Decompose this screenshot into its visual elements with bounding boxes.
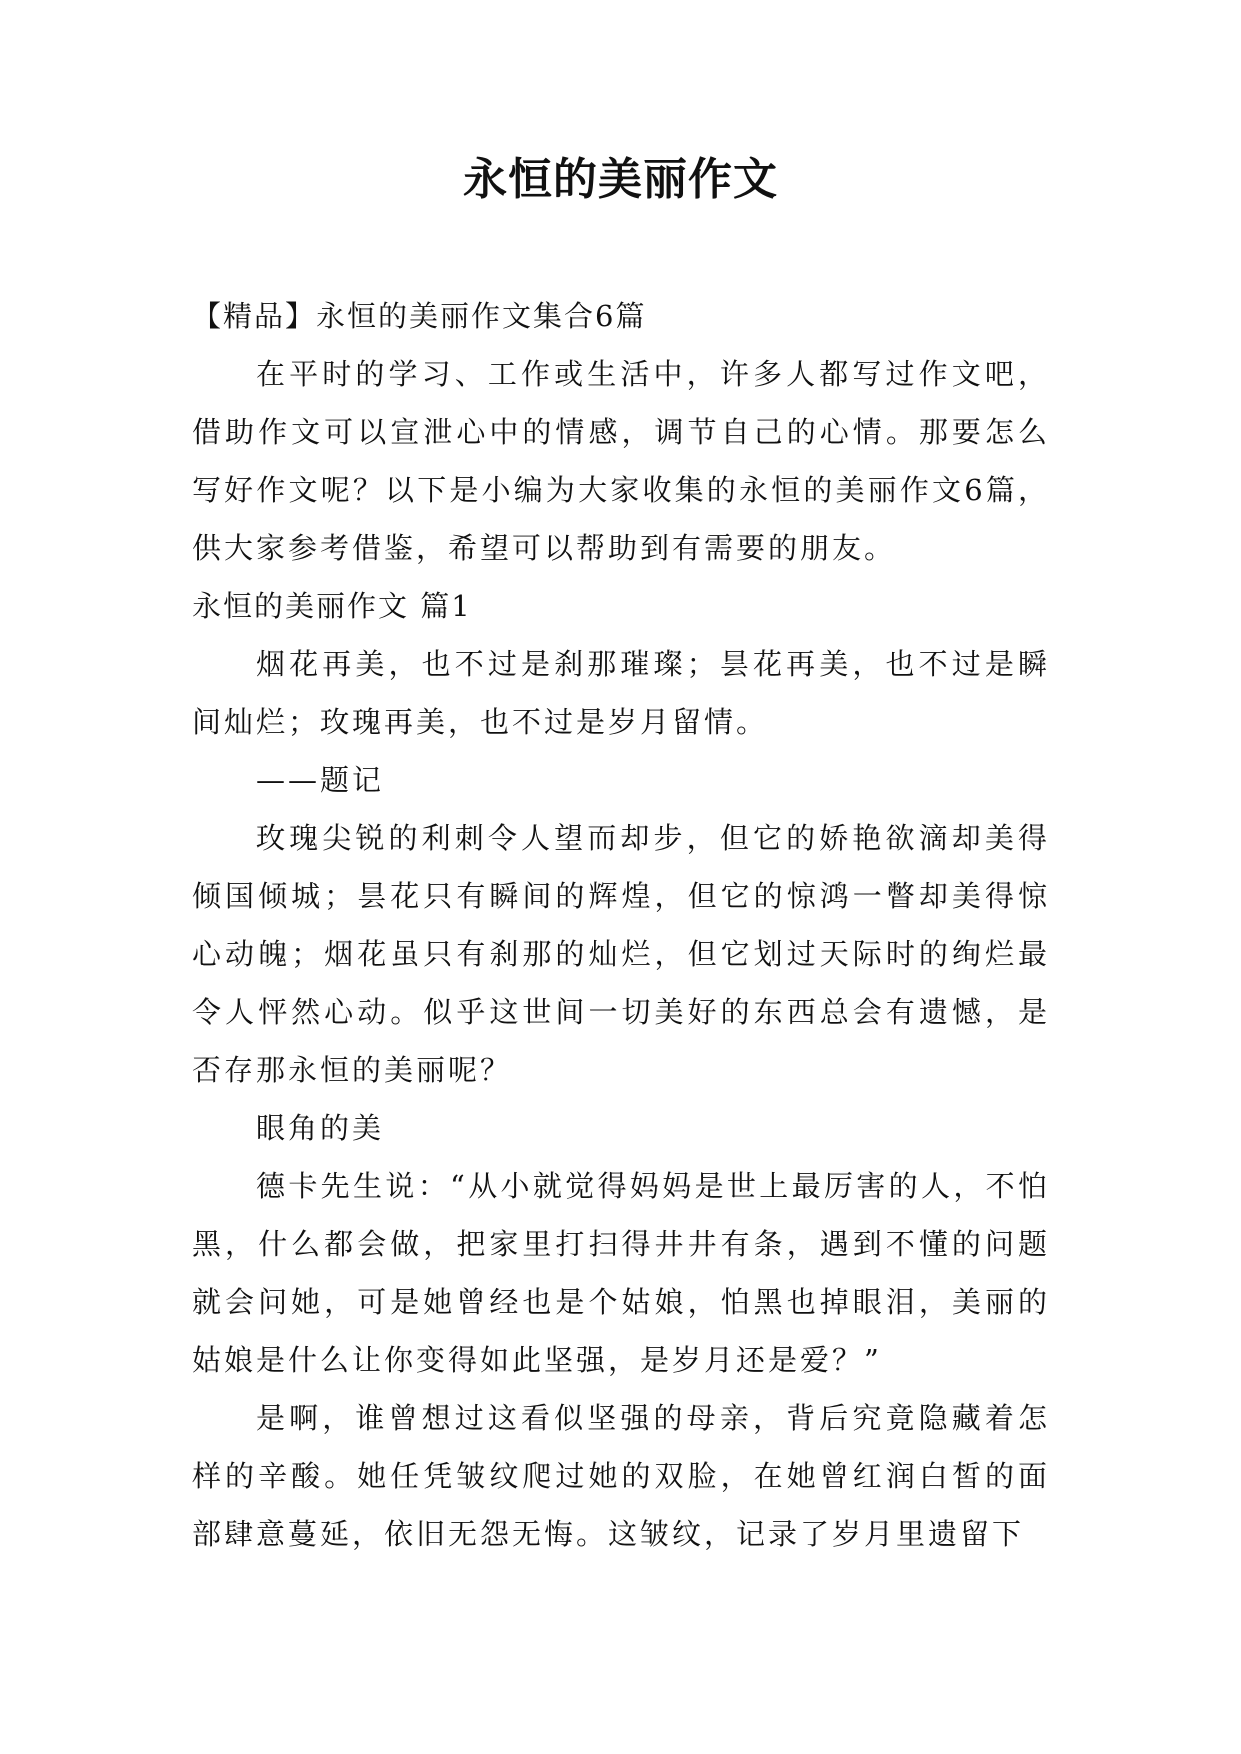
subsection-heading: 眼角的美: [256, 1111, 385, 1145]
epigraph-attribution: ——题记: [256, 763, 385, 797]
body-paragraph: 是啊，谁曾想过这看似坚强的母亲，背后究竟隐藏着怎样的辛酸。她任凭皱纹爬过她的双脸，在她曾红润白皙的面部肆意蔓延，依旧无怨无悔。这皱纹，记录了岁月里遗留下: [192, 1401, 1050, 1551]
document-body: [192, 287, 1050, 1563]
section-heading: 永恒的美丽作文 篇1: [192, 589, 472, 623]
intro-paragraph: 在平时的学习、工作或生活中，许多人都写过作文吧，借助作文可以宣泄心中的情感，调节自己的心情。那要怎么写好作文呢？以下是小编为大家收集的永恒的美丽作文6篇，供大家参考借鉴，希望可以帮助到有需要的朋友。: [192, 357, 1050, 565]
body-paragraph: 烟花再美，也不过是刹那璀璨；昙花再美，也不过是瞬间灿烂；玫瑰再美，也不过是岁月留情。: [192, 647, 1050, 739]
body-paragraph: 德卡先生说：“从小就觉得妈妈是世上最厉害的人，不怕黑，什么都会做，把家里打扫得井井有条，遇到不懂的问题就会问她，可是她曾经也是个姑娘，怕黑也掉眼泪，美丽的姑娘是什么让你变得如此坚强，是岁月还是爱？”: [192, 1169, 1050, 1377]
document-title: 永恒的美丽作文: [463, 154, 778, 205]
body-paragraph: 玫瑰尖锐的利刺令人望而却步，但它的娇艳欲滴却美得倾国倾城；昙花只有瞬间的辉煌，但它的惊鸿一瞥却美得惊心动魄；烟花虽只有刹那的灿烂，但它划过天际时的绚烂最令人怦然心动。似乎这世间一切美好的东西总会有遗憾，是否存那永恒的美丽呢？: [192, 821, 1050, 1087]
document-subtitle: 【精品】永恒的美丽作文集合6篇: [192, 299, 647, 333]
